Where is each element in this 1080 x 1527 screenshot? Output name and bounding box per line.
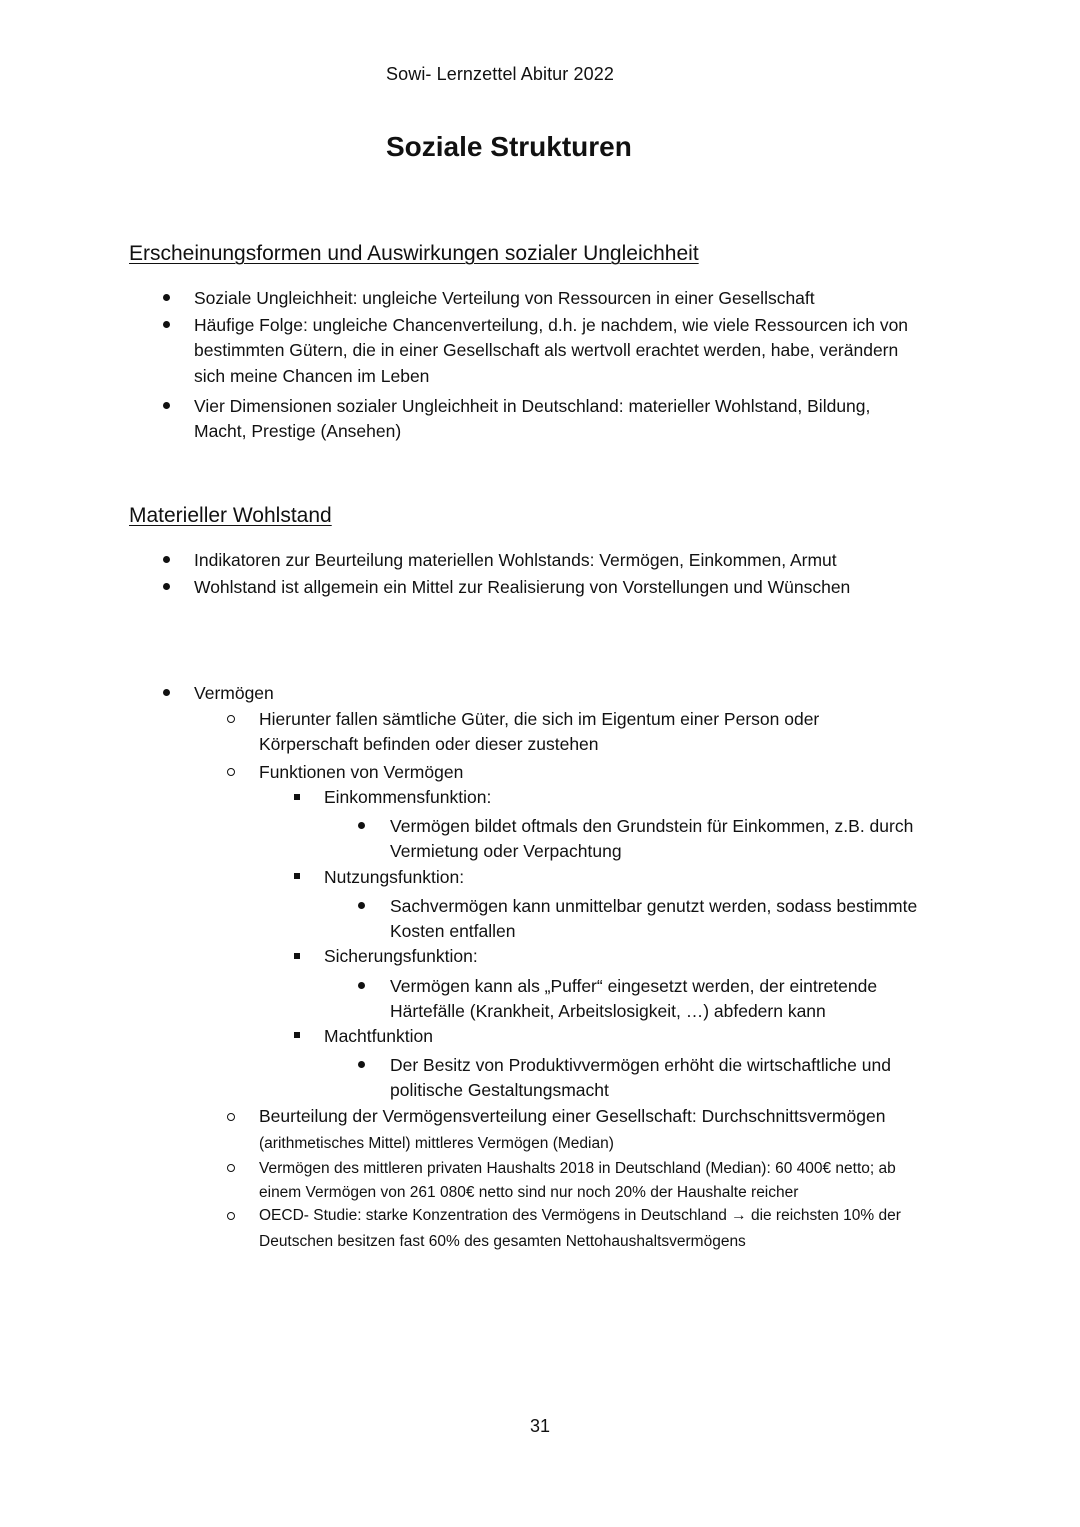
function-detail-continuation: Härtefälle (Krankheit, Arbeitslosigkeit, …) abfedern kann [390,1001,826,1021]
sub-list-item-continuation: Deutschen besitzen fast 60% des gesamten Nettohaushaltsvermögens [259,1233,746,1250]
bullet-disc-icon [358,1061,365,1068]
function-detail-continuation: politische Gestaltungsmacht [390,1080,609,1100]
sub-list-item-continuation: einem Vermögen von 261 080€ netto sind nur noch 20% der Haushalte reicher [259,1184,799,1201]
document-header: Sowi- Lernzettel Abitur 2022 [386,64,614,84]
section-heading-ungleichheit: Erscheinungsformen und Auswirkungen sozialer Ungleichheit [129,242,699,265]
list-item: Soziale Ungleichheit: ungleiche Verteilung von Ressourcen in einer Gesellschaft [194,288,815,308]
page-title: Soziale Strukturen [386,131,632,162]
bullet-disc-icon [163,321,170,328]
bullet-circle-icon [227,768,235,776]
bullet-disc-icon [163,402,170,409]
function-detail: Sachvermögen kann unmittelbar genutzt werden, sodass bestimmte [390,896,918,916]
sub-list-item: Funktionen von Vermögen [259,762,464,782]
function-detail: Vermögen kann als „Puffer“ eingesetzt werden, der eintretende [390,976,878,996]
bullet-circle-icon [227,1212,235,1220]
list-item: Vier Dimensionen sozialer Ungleichheit in Deutschland: materieller Wohlstand, Bildung, [194,396,871,416]
bullet-disc-icon [358,982,365,989]
section-heading-wohlstand: Materieller Wohlstand [129,504,332,527]
bullet-square-icon [294,794,300,800]
function-item: Nutzungsfunktion: [324,867,465,887]
bullet-square-icon [294,953,300,959]
list-item: Indikatoren zur Beurteilung materiellen Wohlstands: Vermögen, Einkommen, Armut [194,550,837,570]
function-detail: Der Besitz von Produktivvermögen erhöht die wirtschaftliche und [390,1055,891,1075]
function-item: Sicherungsfunktion: [324,946,478,966]
bullet-square-icon [294,1032,300,1038]
sub-list-item-continuation: Körperschaft befinden oder dieser zustehen [259,734,599,754]
list-item: Wohlstand ist allgemein ein Mittel zur Realisierung von Vorstellungen und Wünschen [194,577,851,597]
bullet-circle-icon [227,715,235,723]
bullet-circle-icon [227,1113,235,1121]
list-item: Häufige Folge: ungleiche Chancenverteilung, d.h. je nachdem, wie viele Ressourcen ich von [194,315,909,335]
bullet-disc-icon [358,902,365,909]
bullet-disc-icon [163,689,170,696]
function-item: Einkommensfunktion: [324,787,492,807]
bullet-disc-icon [358,822,365,829]
list-item-continuation: Macht, Prestige (Ansehen) [194,421,402,441]
page-number: 31 [530,1416,551,1436]
function-detail-continuation: Vermietung oder Verpachtung [390,841,622,861]
sub-list-item-continuation: (arithmetisches Mittel) mittleres Vermögen (Median) [259,1135,614,1152]
sub-list-item: OECD- Studie: starke Konzentration des Vermögens in Deutschland → die reichsten 10% der [259,1207,901,1224]
sub-list-item: Beurteilung der Vermögensverteilung einer Gesellschaft: Durchschnittsvermögen [259,1106,886,1126]
bullet-disc-icon [163,556,170,563]
bullet-disc-icon [163,583,170,590]
list-item-continuation: sich meine Chancen im Leben [194,366,430,386]
sub-list-item: Vermögen des mittleren privaten Haushalts 2018 in Deutschland (Median): 60 400€ netto; ab [259,1160,896,1177]
list-item-vermoegen: Vermögen [194,683,274,703]
function-detail-continuation: Kosten entfallen [390,921,516,941]
function-item: Machtfunktion [324,1026,433,1046]
bullet-disc-icon [163,294,170,301]
function-detail: Vermögen bildet oftmals den Grundstein für Einkommen, z.B. durch [390,816,914,836]
sub-list-item: Hierunter fallen sämtliche Güter, die sich im Eigentum einer Person oder [259,709,820,729]
bullet-square-icon [294,873,300,879]
list-item-continuation: bestimmten Gütern, die in einer Gesellschaft als wertvoll erachtet werden, habe, verändern [194,340,899,360]
bullet-circle-icon [227,1164,235,1172]
